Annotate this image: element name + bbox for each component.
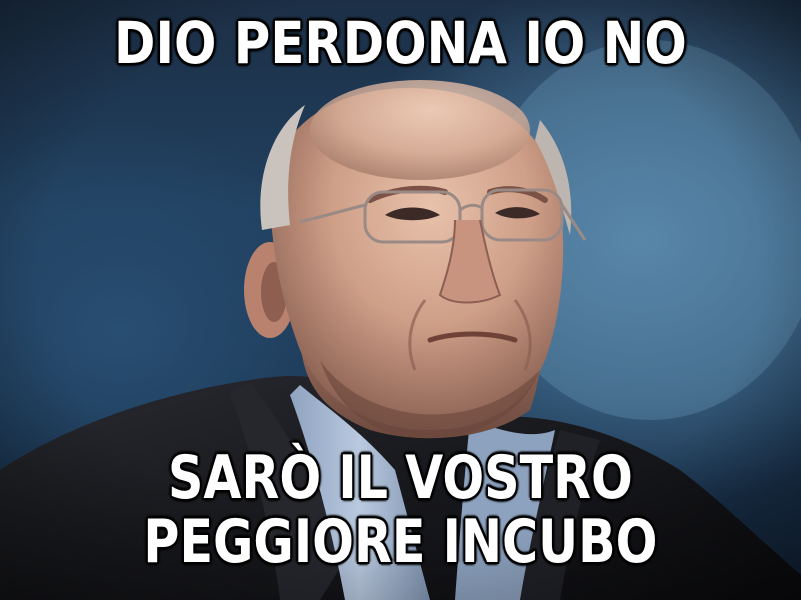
meme-bottom-caption bbox=[72, 443, 729, 577]
meme-bottom-caption-line1: SARÒ IL VOSTRO bbox=[167, 443, 633, 513]
meme-top-caption: DIO PERDONA IO NO bbox=[114, 9, 687, 77]
meme-bottom-caption-line2: PEGGIORE INCUBO bbox=[143, 507, 658, 577]
